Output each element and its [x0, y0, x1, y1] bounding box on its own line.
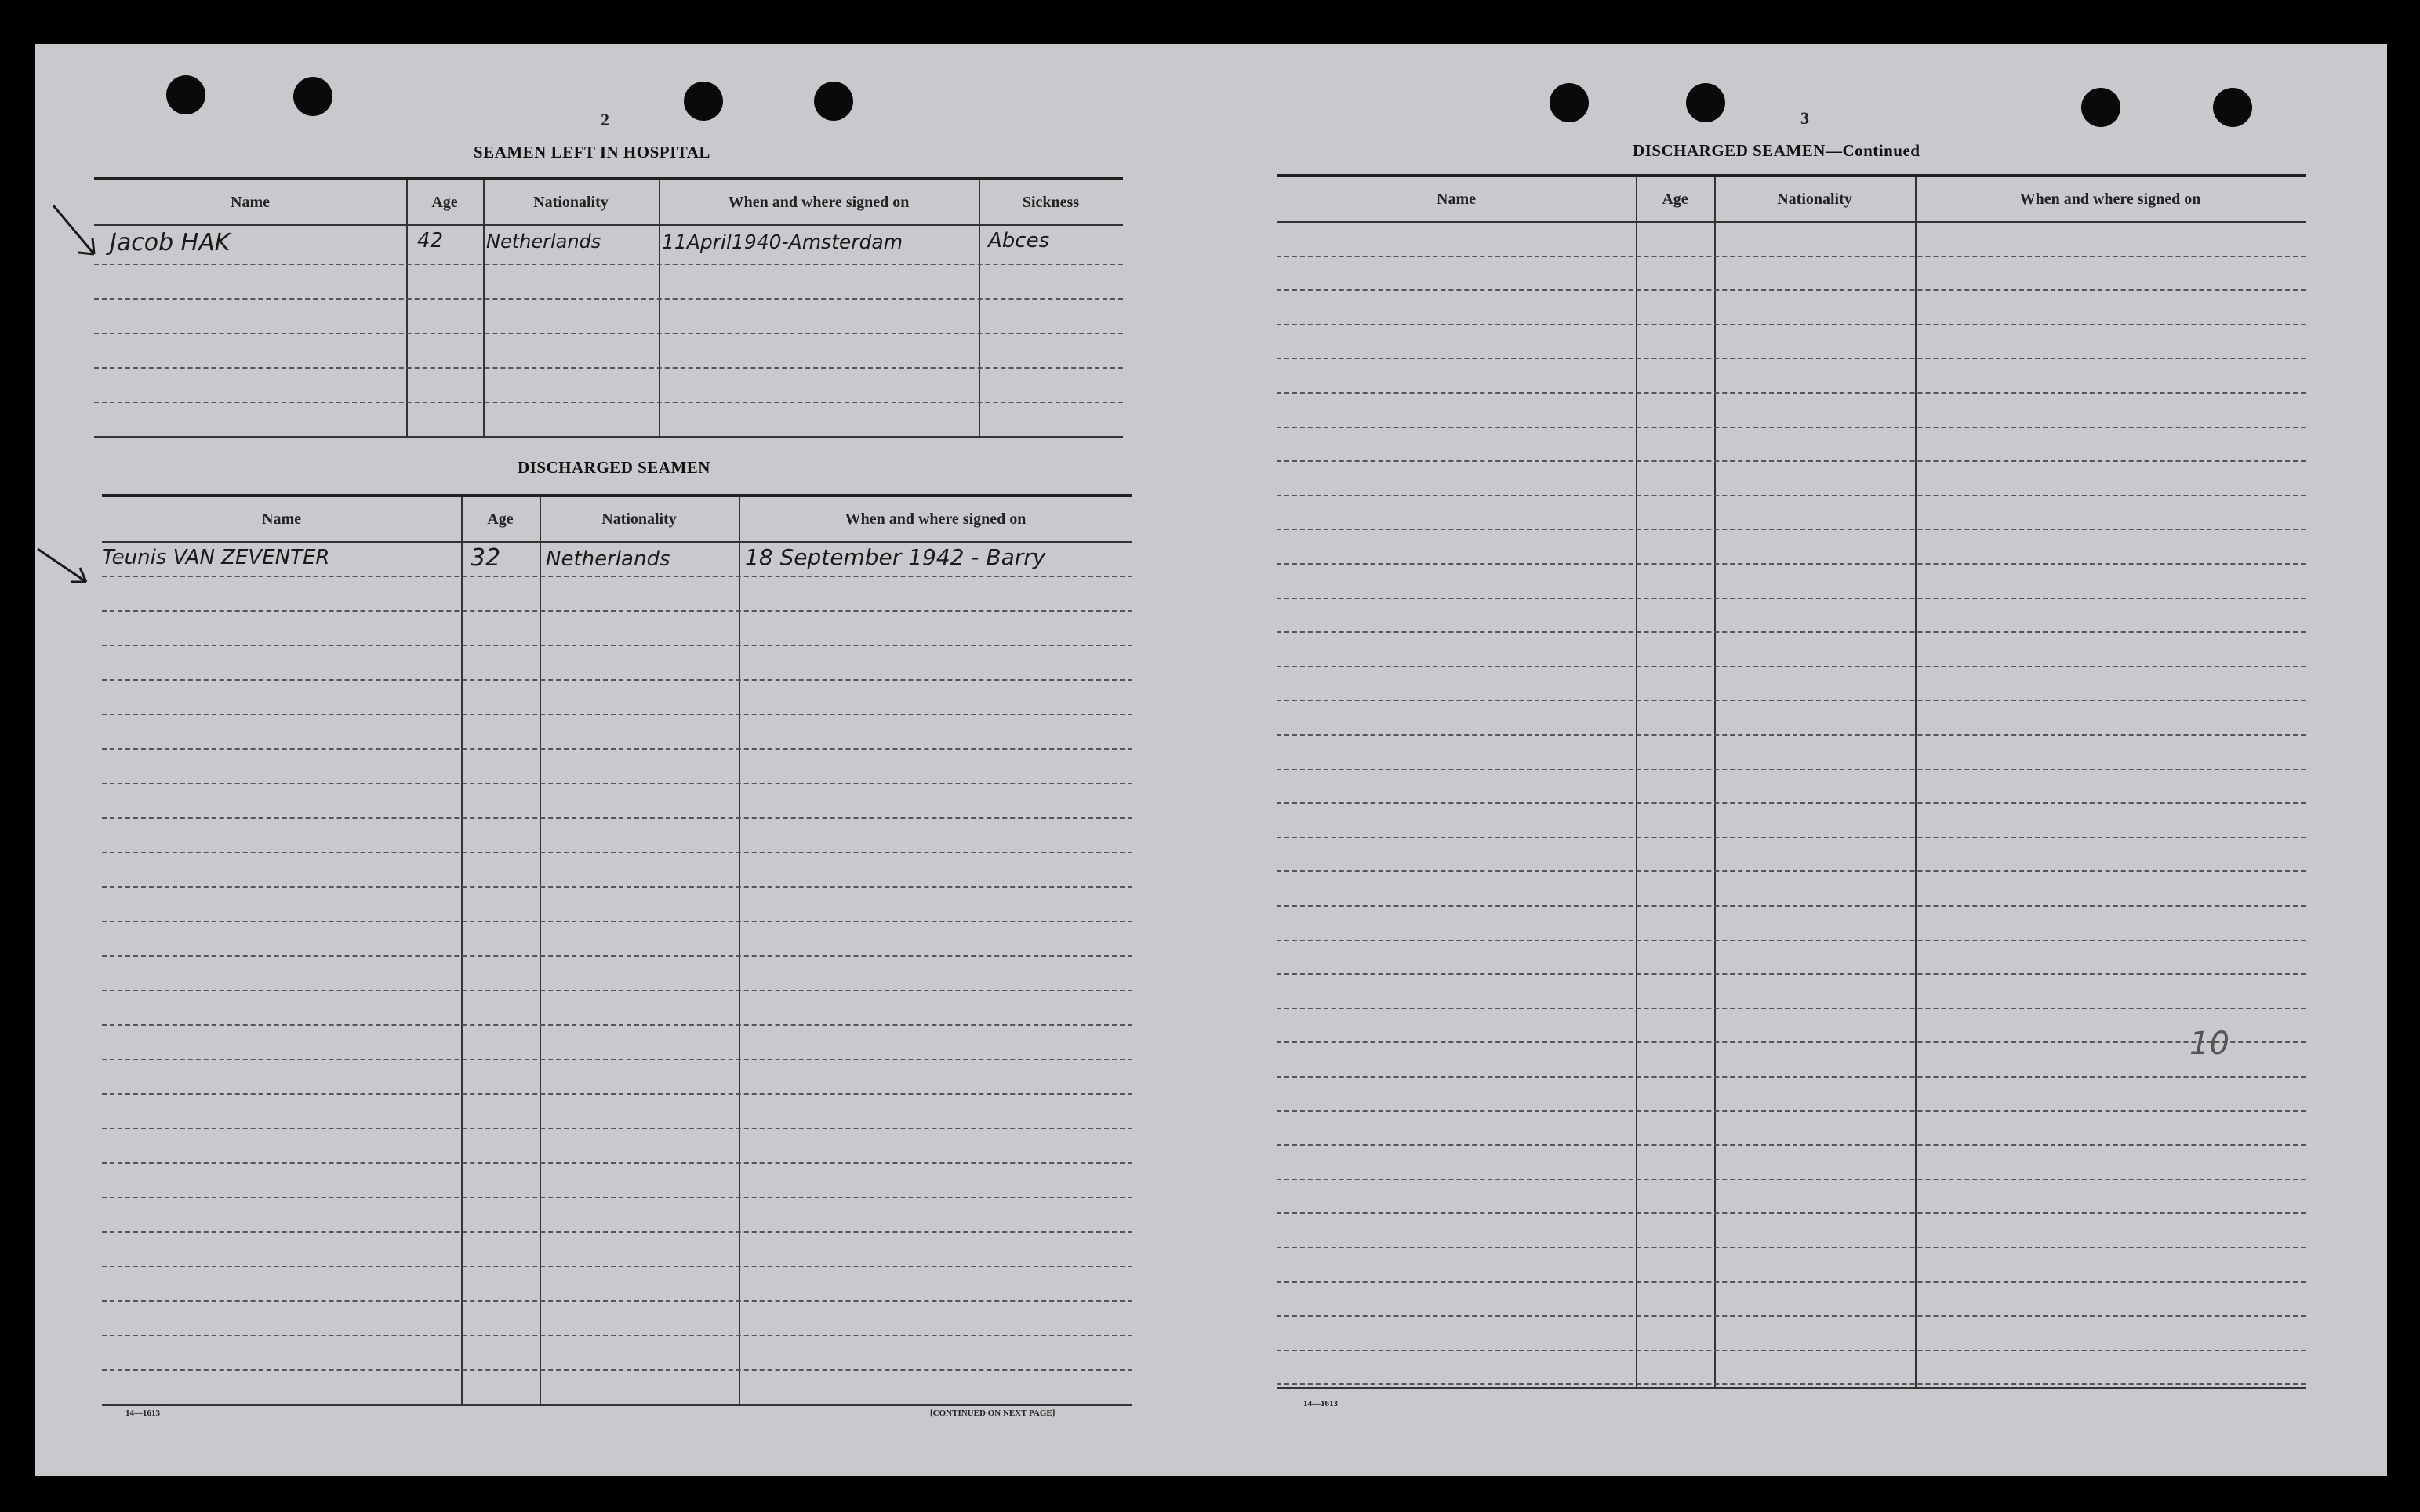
punch-hole: [293, 77, 332, 116]
table-row: [102, 1162, 1132, 1198]
punch-hole: [1686, 83, 1725, 122]
table-row: [1277, 1144, 2306, 1180]
table-row: [1277, 256, 2306, 292]
table-row: [102, 576, 1132, 612]
table-row: [94, 224, 1123, 265]
discharged-continued-table: [1277, 174, 2306, 1389]
table-row: [1277, 563, 2306, 599]
table-row: [102, 921, 1132, 957]
table-row: [102, 1197, 1132, 1233]
entry-nationality: Netherlands: [546, 547, 670, 571]
table-row: [1277, 289, 2306, 325]
table-row: [102, 1300, 1132, 1336]
table-header-row: [102, 497, 1132, 543]
table-row: [1277, 495, 2306, 531]
table-row: [102, 886, 1132, 922]
table-row: [1277, 734, 2306, 770]
entry-signed-on: 18 September 1942 - Barry: [745, 544, 1046, 570]
table-row: [1277, 940, 2306, 976]
header-age: Age: [487, 511, 514, 528]
table-row: [102, 679, 1132, 715]
title-suffix: —Continued: [1825, 141, 1920, 160]
table-row: [94, 264, 1123, 300]
table-row: [102, 852, 1132, 888]
punch-hole: [814, 82, 853, 121]
table-row: [102, 817, 1132, 853]
table-row: [102, 714, 1132, 750]
pencil-mark: 10: [2189, 1026, 2229, 1062]
discharged-table: [102, 494, 1132, 1406]
table-row: [102, 1128, 1132, 1164]
header-name: Name: [262, 511, 301, 528]
table-row: [1277, 802, 2306, 838]
header-signed-on: When and where signed on: [2019, 191, 2201, 208]
header-name: Name: [1437, 191, 1476, 208]
header-sickness: Sickness: [1022, 194, 1080, 211]
table-row: [102, 1059, 1132, 1095]
table-row: [1277, 427, 2306, 463]
punch-hole: [2081, 88, 2120, 127]
entry-name: Jacob HAK: [110, 229, 231, 256]
table-header-row: [94, 180, 1123, 226]
table-row: [1277, 1212, 2306, 1248]
table-row: [1277, 905, 2306, 941]
table-row: [94, 298, 1123, 334]
table-row: [102, 748, 1132, 784]
arrow-mark-icon: [47, 198, 125, 292]
entry-sickness: Abces: [988, 229, 1050, 253]
table-row: [102, 1093, 1132, 1129]
entry-name: Teunis VAN ZEVENTER: [102, 546, 330, 569]
table-row: [1277, 358, 2306, 394]
header-nationality: Nationality: [601, 511, 677, 528]
table-row: [1277, 1281, 2306, 1318]
table-row: [1277, 666, 2306, 702]
table-row: [1277, 837, 2306, 873]
discharged-continued-title: [1633, 141, 1920, 161]
table-header-row: [1277, 177, 2306, 223]
entry-age: 32: [471, 544, 501, 572]
table-row: [94, 367, 1123, 403]
punch-hole: [1550, 83, 1589, 122]
table-row: [94, 333, 1123, 369]
table-row: [1277, 392, 2306, 428]
table-row: [1277, 1350, 2306, 1386]
header-signed-on: When and where signed on: [728, 194, 910, 211]
table-row: [1277, 1179, 2306, 1215]
punch-hole: [684, 82, 723, 121]
header-age: Age: [1662, 191, 1688, 208]
table-row: [1277, 1041, 2306, 1078]
arrow-mark-icon: [35, 543, 113, 605]
table-row: [1277, 324, 2306, 360]
header-nationality: Nationality: [533, 194, 609, 211]
discharged-section-title: DISCHARGED SEAMEN: [518, 458, 710, 477]
table-row: [102, 1266, 1132, 1302]
table-row: [102, 610, 1132, 646]
punch-hole: [2213, 88, 2252, 127]
page-number: 2: [601, 110, 609, 129]
continued-note: [CONTINUED ON NEXT PAGE]: [930, 1408, 1056, 1418]
table-row: [1277, 529, 2306, 565]
table-row: [1277, 1110, 2306, 1147]
table-row: [1277, 973, 2306, 1009]
entry-nationality: Netherlands: [486, 231, 601, 253]
table-row: [102, 990, 1132, 1026]
table-row: [102, 783, 1132, 819]
table-row: [1277, 631, 2306, 667]
table-row: [102, 1231, 1132, 1267]
hospital-section-title: SEAMEN LEFT IN HOSPITAL: [474, 143, 710, 162]
header-age: Age: [431, 194, 458, 211]
form-number: 14—1613: [125, 1408, 160, 1418]
table-row: [102, 955, 1132, 991]
header-name: Name: [231, 194, 270, 211]
table-row: [1277, 1008, 2306, 1044]
table-row: [1277, 1315, 2306, 1351]
table-row: [1277, 700, 2306, 736]
entry-age: 42: [417, 229, 444, 253]
header-nationality: Nationality: [1777, 191, 1852, 208]
document-sheet: [35, 44, 2387, 1476]
table-row: [102, 1335, 1132, 1371]
table-row: [1277, 870, 2306, 907]
page-number: 3: [1800, 108, 1809, 128]
header-signed-on: When and where signed on: [845, 511, 1027, 528]
form-number: 14—1613: [1303, 1399, 1338, 1408]
table-row: [1277, 1076, 2306, 1112]
table-row: [1277, 598, 2306, 634]
table-row: [1277, 460, 2306, 496]
title-main: DISCHARGED SEAMEN: [1633, 141, 1826, 160]
punch-hole: [166, 75, 205, 114]
table-row: [1277, 1247, 2306, 1283]
table-row: [1277, 769, 2306, 805]
table-row: [102, 1024, 1132, 1060]
hospital-table: [94, 177, 1123, 438]
table-row: [1277, 221, 2306, 257]
entry-signed-on: 11April1940-Amsterdam: [662, 231, 903, 253]
table-row: [102, 645, 1132, 681]
